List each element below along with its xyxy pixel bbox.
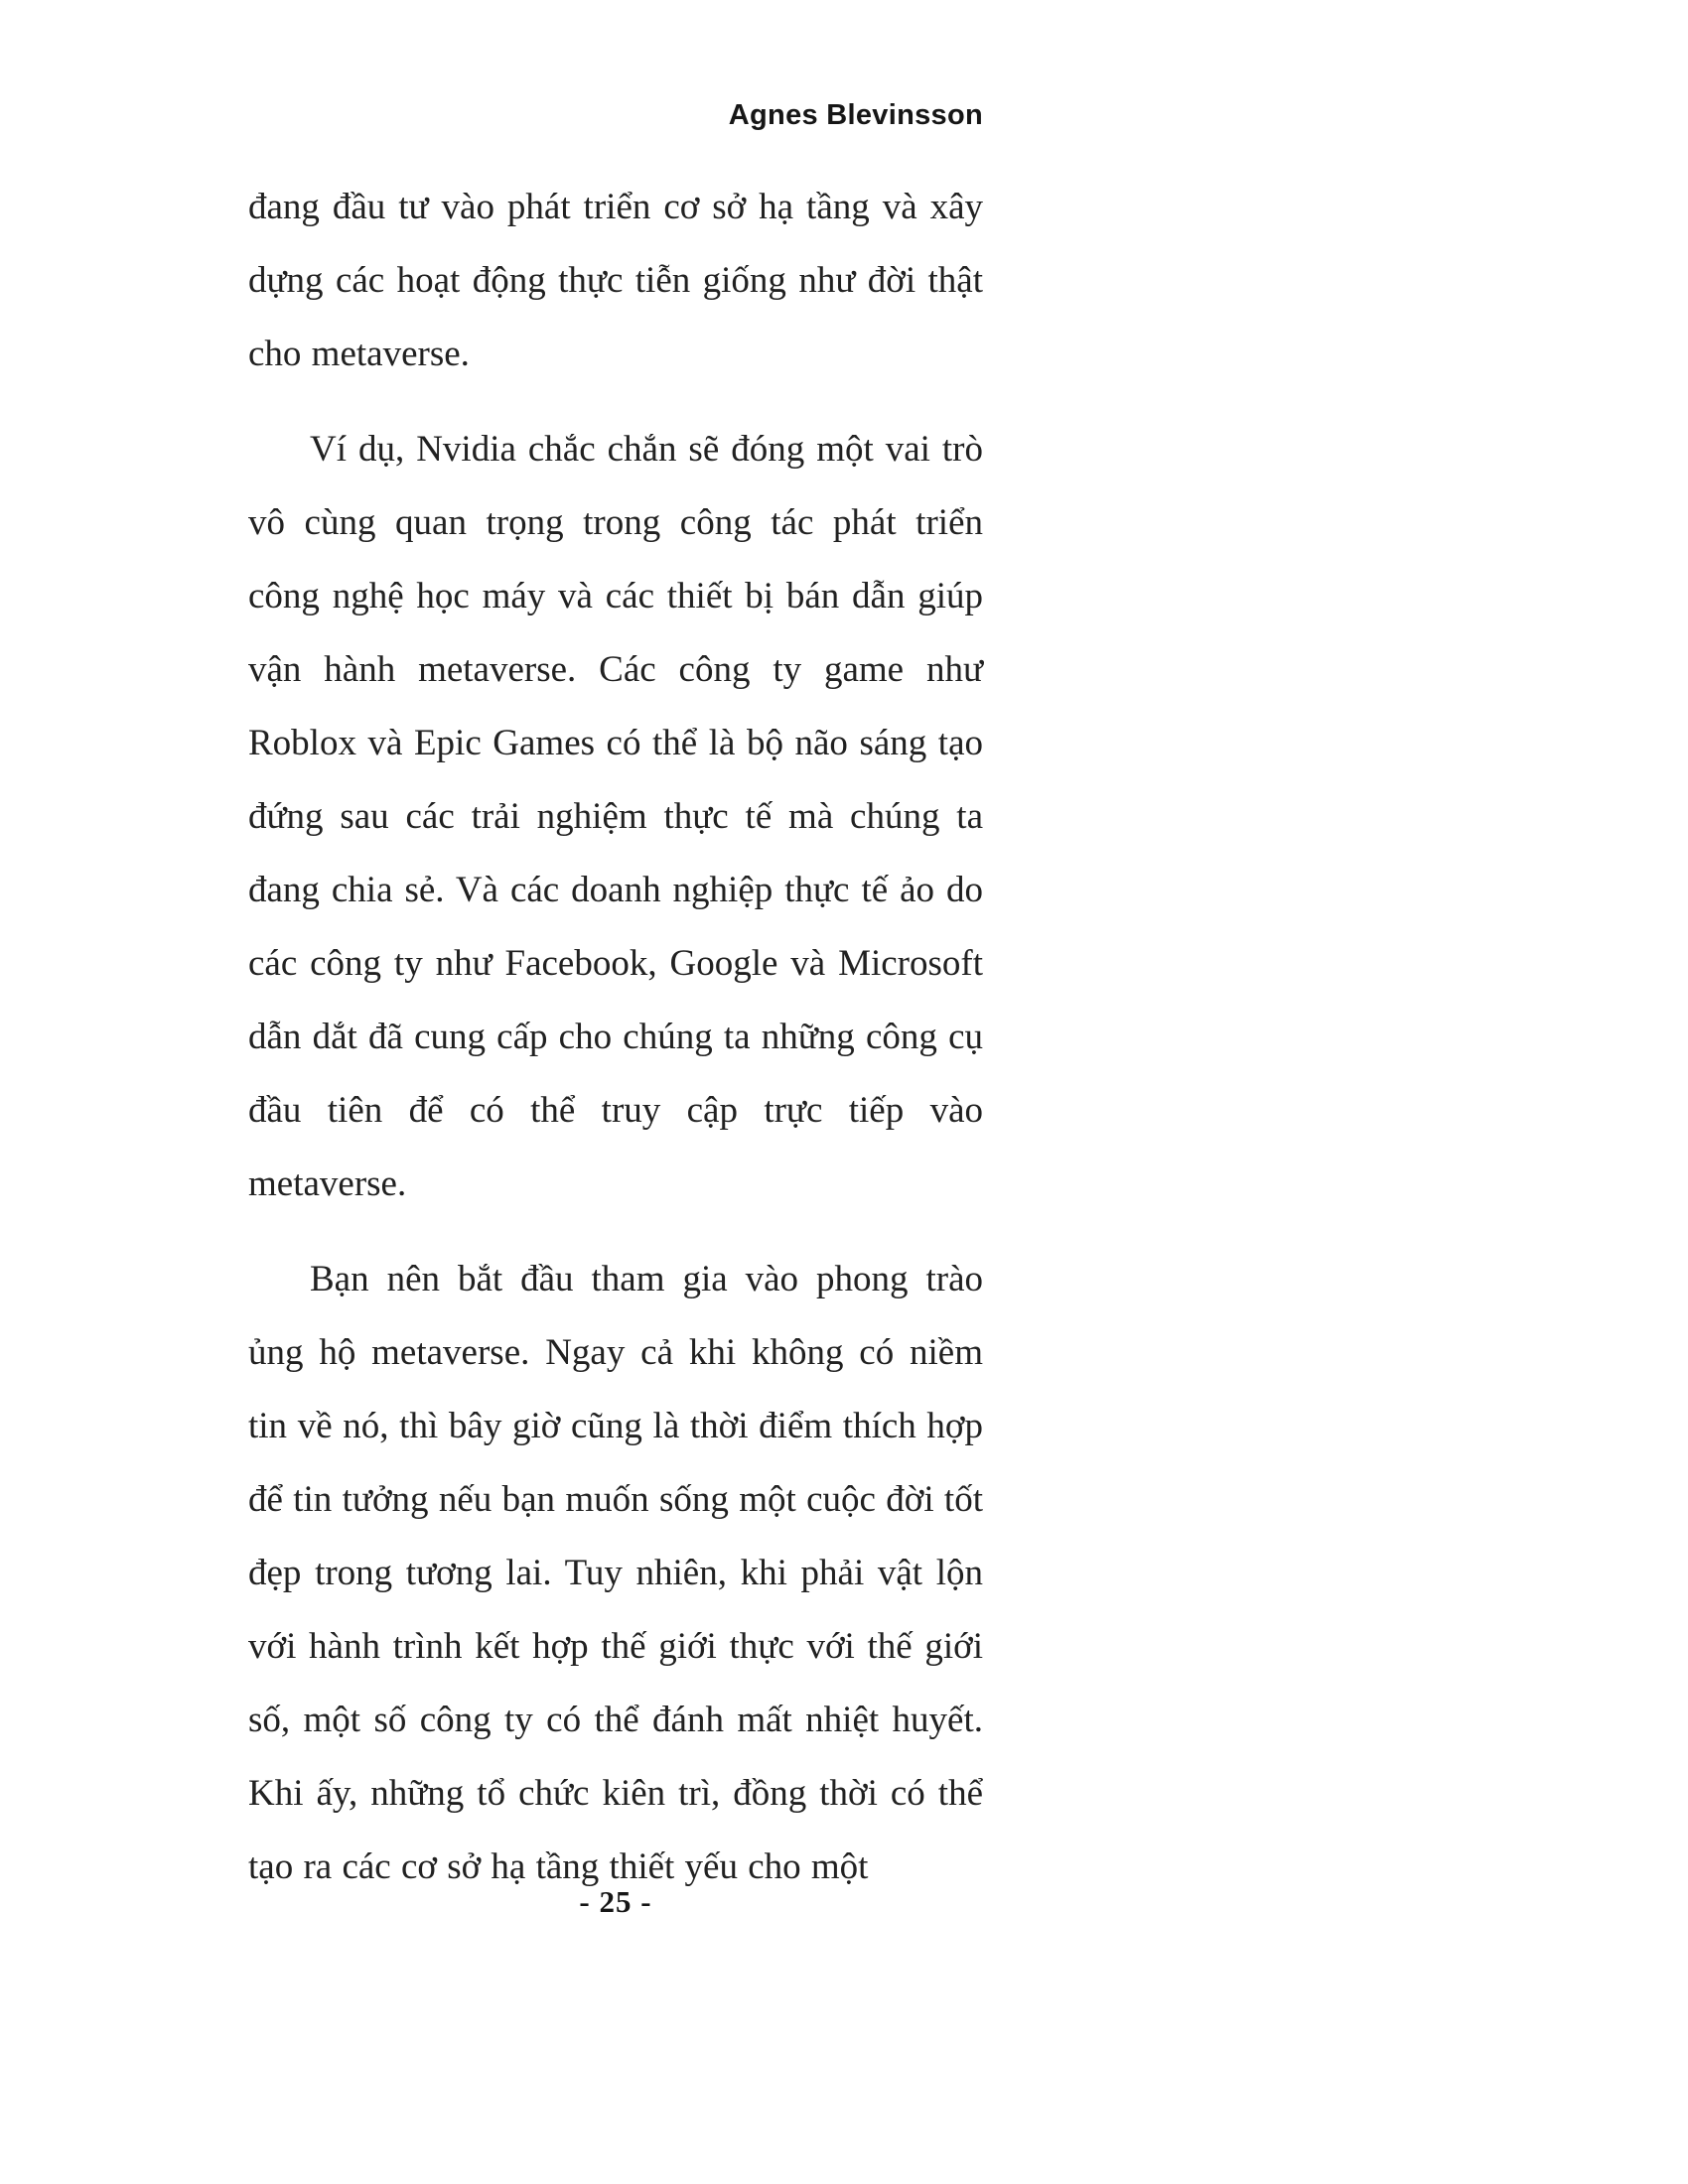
running-header-author: Agnes Blevinsson [728, 99, 983, 131]
page-number: - 25 - [579, 1884, 652, 1919]
body-paragraph: Bạn nên bắt đầu tham gia vào phong trào ủng hộ metaverse. Ngay cả khi không có niềm tin về nó, thì bây giờ cũng là thời điểm thích hợp để tin tưởng nếu bạn muốn sống một cuộc đời tốt đẹp trong tương lai. Tuy nhiên, khi phải vật lộn với hành trình kết hợp thế giới thực với thế giới số, một số công ty có thể đánh mất nhiệt huyết. Khi ấy, những tổ chức kiên trì, đồng thời có thể tạo ra các cơ sở hạ tầng thiết yếu cho một [248, 1259, 983, 1887]
body-paragraph: Ví dụ, Nvidia chắc chắn sẽ đóng một vai trò vô cùng quan trọng trong công tác phát triển công nghệ học máy và các thiết bị bán dẫn giúp vận hành metaverse. Các công ty game như Roblox và Epic Games có thể là bộ não sáng tạo đứng sau các trải nghiệm thực tế mà chúng ta đang chia sẻ. Và các doanh nghiệp thực tế ảo do các công ty như Facebook, Google và Microsoft dẫn dắt đã cung cấp cho chúng ta những công cụ đầu tiên để có thể truy cập trực tiếp vào metaverse. [248, 429, 983, 1204]
body-paragraph: đang đầu tư vào phát triển cơ sở hạ tầng và xây dựng các hoạt động thực tiễn giống như đời thật cho metaverse. [248, 187, 983, 374]
body-text-block [248, 171, 983, 1926]
